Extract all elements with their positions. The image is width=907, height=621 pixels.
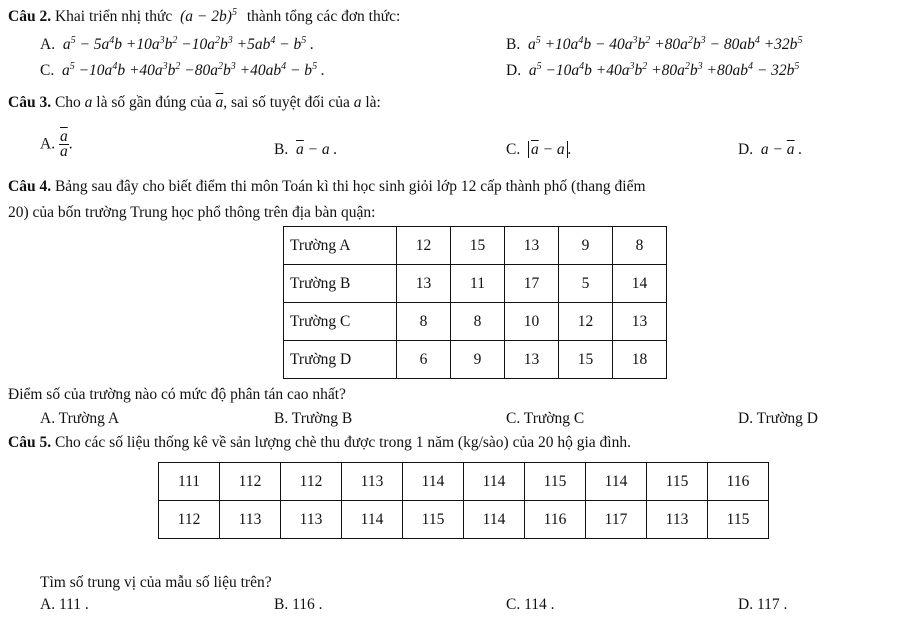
table-row: Trường A 12 15 13 9 8: [284, 227, 667, 265]
q2-option-c[interactable]: C. $a^5 -10a^4b +40a^3b^2 -80a^2b^3 +40ab^4 - b^5$ .: [40, 61, 325, 79]
q5-stem: Câu 5. Cho các số liệu thống kê về sản lượng chè thu được trong 1 năm (kg/sào) của 20 hộ gia đình.: [8, 434, 631, 451]
table-row: Trường B 13 11 17 5 14: [284, 265, 667, 303]
q4-stem-line1: Câu 4. Bảng sau đây cho biết điểm thi môn Toán kì thi học sinh giỏi lớp 12 cấp thành phố (thang điểm: [8, 178, 646, 195]
q2-option-d[interactable]: D. $a^5 -10a^4b +40a^3b^2 +80a^2b^3 +80ab^4 - 32b^5$: [506, 61, 800, 79]
q4-option-d[interactable]: D. Trường D: [738, 410, 818, 427]
q4-option-b[interactable]: B. Trường B: [274, 410, 353, 427]
q2-text-before: Khai triển nhị thức: [54, 8, 173, 25]
q3-label: Câu 3.: [8, 94, 52, 111]
table-row: 111 112 112 113 114 114 115 114 115 116: [159, 463, 769, 501]
q3-option-a[interactable]: A. $\frac{\overline{a}}{a}$ .: [40, 128, 73, 160]
q5-option-b[interactable]: B. 116 .: [274, 596, 323, 613]
q4-label: Câu 4.: [8, 178, 52, 195]
q5-data-table: [158, 462, 769, 539]
q4-option-a[interactable]: A. Trường A: [40, 410, 120, 427]
q2-stem: [8, 8, 400, 26]
q2-label: Câu 2.: [8, 8, 52, 25]
table-row: Trường C 8 8 10 12 13: [284, 303, 667, 341]
table-row: Trường D 6 9 13 15 18: [284, 341, 667, 379]
q5-option-d[interactable]: D. 117 .: [738, 596, 788, 613]
q4-stem-line2: 20) của bốn trường Trung học phổ thông trên địa bàn quận:: [8, 204, 376, 221]
q5-question: Tìm số trung vị của mẫu số liệu trên?: [40, 574, 272, 591]
q3-stem: Câu 3. Cho a là số gần đúng của $\overline{a}$, sai số tuyệt đối của a là:: [8, 94, 381, 111]
table-row: 112 113 113 114 115 114 116 117 113 115: [159, 501, 769, 539]
q4-question: Điểm số của trường nào có mức độ phân tán cao nhất?: [8, 386, 346, 403]
q4-option-c[interactable]: C. Trường C: [506, 410, 585, 427]
q3-option-d[interactable]: D. $a - \overline{a}$ .: [738, 141, 803, 158]
q2-binomial: $(a - 2b)^5$: [180, 7, 237, 25]
q5-option-a[interactable]: A. 111 .: [40, 596, 89, 613]
q2-option-b[interactable]: B. $a^5 +10a^4b - 40a^3b^2 +80a^2b^3 - 80ab^4 +32b^5$: [506, 35, 803, 53]
q2-text-after: thành tổng các đơn thức:: [246, 8, 401, 25]
q4-score-table: [283, 226, 667, 379]
q5-label: Câu 5.: [8, 434, 52, 451]
q3-option-c[interactable]: C. $\overline{a} - a$ .: [506, 141, 572, 158]
q2-option-a[interactable]: A. $a^5 - 5a^4b +10a^3b^2 -10a^2b^3 +5ab^4 - b^5$ .: [40, 35, 315, 53]
q5-option-c[interactable]: C. 114 .: [506, 596, 555, 613]
q3-option-b[interactable]: B. $\overline{a} - a$ .: [274, 141, 338, 158]
